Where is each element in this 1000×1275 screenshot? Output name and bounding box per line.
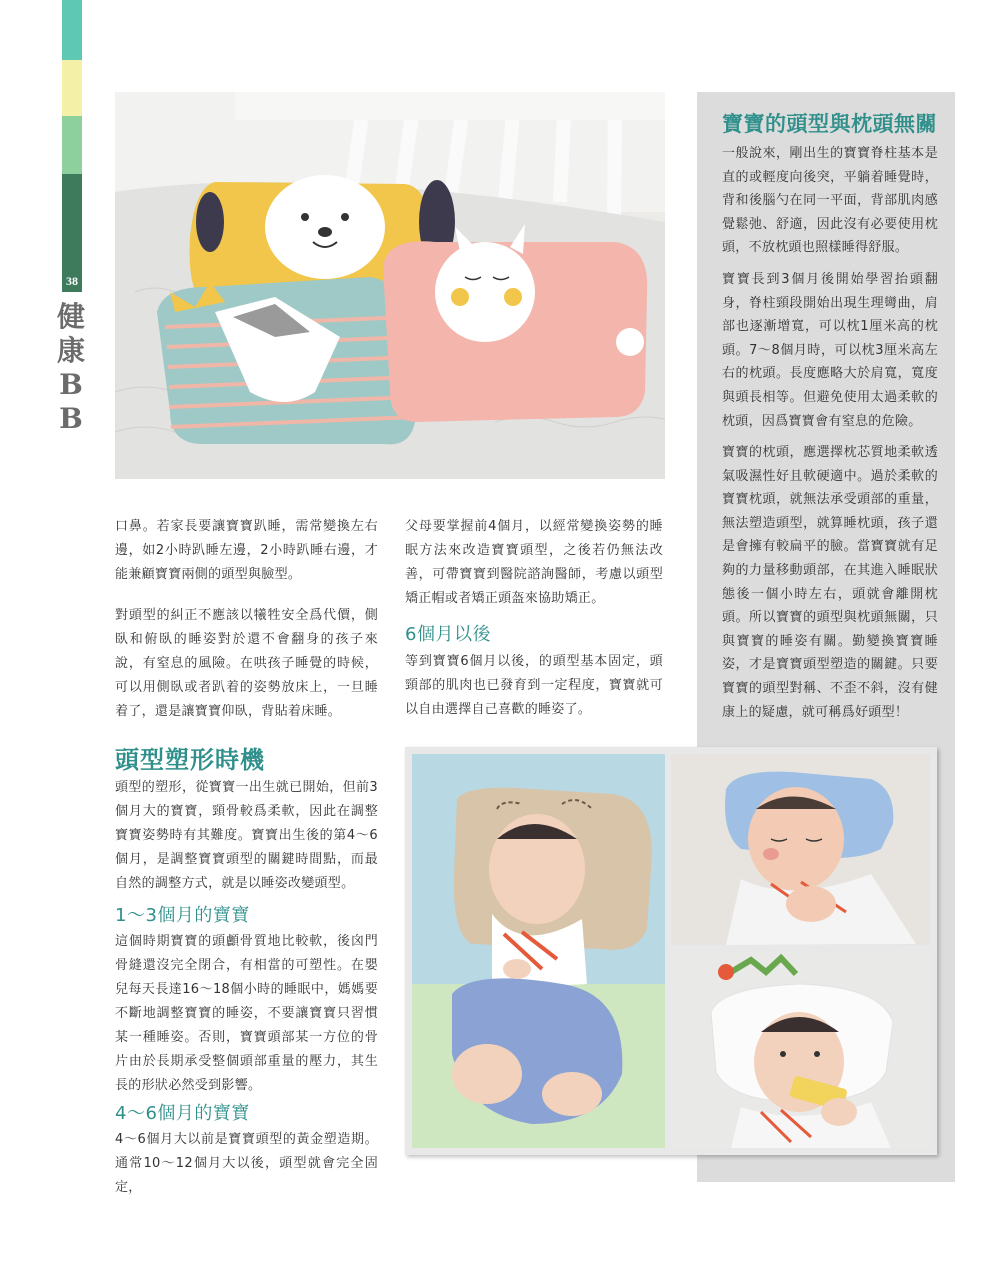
baby-photo-top-right-art <box>671 754 930 945</box>
magazine-brand <box>56 300 86 436</box>
baby-photo-bottom-right-art <box>671 952 930 1148</box>
brand-text: 健康BB <box>56 300 85 435</box>
sidebar-paragraph-2: 寶寶長到3個月後開始學習抬頭翻身，脊柱頸段開始出現生理彎曲，肩部也逐漸增寬，可以枕1厘米高的枕頭。7～8個月時，可以枕3厘米高左右的枕頭。長度應略大於肩寬，寬度與頭長相等。但避免使用太過柔軟的枕頭，因爲寶寶會有窒息的危險。 <box>722 272 938 429</box>
pillows-photo-art <box>115 92 665 479</box>
sidebar-paragraph-1: 一般說來，剛出生的寶寶脊柱基本是直的或輕度向後突，平躺着睡覺時，背和後腦勺在同一平面，背部肌肉感覺鬆弛、舒適，因此沒有必要使用枕頭，不放枕頭也照樣睡得舒服。 <box>722 146 938 256</box>
heading-1-3-months: 1～3個月的寶寶 <box>115 905 250 926</box>
section-title: 頭型塑形時機 <box>115 746 265 774</box>
section-paragraph-1: 這個時期寶寶的頭顱骨質地比較軟，後囟門骨縫還沒完全閉合，有相當的可塑性。在嬰兒每天長達16～18個小時的睡眠中，媽媽要不斷地調整寶寶的睡姿，不要讓寶寶只習慣某一種睡姿。否則，寶寶頭部某一方位的骨片由於長期承受整個頭部重量的壓力，其生長的形狀必然受到影響。 <box>115 934 378 1093</box>
color-stripe-2 <box>62 60 82 116</box>
left-top-paragraph-1: 口鼻。若家長要讓寶寶趴睡，需常變換左右邊，如2小時趴睡左邊，2小時趴睡右邊，才能兼顧寶寶兩側的頭型與臉型。 <box>115 519 378 582</box>
sidebar-paragraph-3: 寶寶的枕頭，應選擇枕芯質地柔軟透氣吸濕性好且軟硬適中。過於柔軟的寶寶枕頭，就無法承受頭部的重量，無法塑造頭型，就算睡枕頭，孩子還是會擁有較扁平的臉。當寶寶就有足夠的力量移動頭部，在其進入睡眠狀態後一個小時左右，頭就會離開枕頭。所以寶寶的頭型與枕頭無關，只與寶寶的睡姿有關。勤變換寶寶睡姿，才是寶寶頭型塑造的關鍵。只要寶寶的頭型對稱、不歪不斜，沒有健康上的疑慮，就可稱爲好頭型！ <box>722 445 938 720</box>
page-number: 38 <box>62 270 82 292</box>
baby-photo-collage <box>405 747 937 1155</box>
color-stripe-1 <box>62 0 82 60</box>
baby-photo-top-right <box>671 754 930 945</box>
mid-top-paragraph-1: 父母要掌握前4個月，以經常變換姿勢的睡眠方法來改造寶寶頭型，之後若仍無法改善，可帶寶寶到醫院諮詢醫師，考慮以頭型矯正帽或者矯正頭盔來協助矯正。 <box>405 519 663 606</box>
section-intro: 頭型的塑形，從寶寶一出生就已開始，但前3個月大的寶寶，頸骨較爲柔軟，因此在調整寶寶姿勢時有其難度。寶寶出生後的第4～6個月，是調整寶寶頭型的關鍵時間點，而最自然的調整方式，就是以睡姿改變頭型。 <box>115 780 378 891</box>
baby-photo-bottom-right <box>671 952 930 1148</box>
color-stripe-4 <box>62 174 82 270</box>
baby-photo-left <box>412 754 665 1148</box>
color-stripe-3 <box>62 116 82 174</box>
section-paragraph-2: 4～6個月大以前是寶寶頭型的黃金塑造期。通常10～12個月大以後，頭型就會完全固定， <box>115 1132 378 1195</box>
heading-6-months: 6個月以後 <box>405 624 491 645</box>
sidebar-title: 寶寶的頭型與枕頭無關 <box>722 112 937 136</box>
heading-4-6-months: 4～6個月的寶寶 <box>115 1103 250 1124</box>
left-top-paragraph-2: 對頭型的糾正不應該以犧牲安全爲代價，側臥和俯臥的睡姿對於還不會翻身的孩子來說，有窒息的風險。在哄孩子睡覺的時候，可以用側臥或者趴着的姿勢放床上，一旦睡着了，還是讓寶寶仰臥，背貼着床睡。 <box>115 608 378 719</box>
mid-top-paragraph-2: 等到寶寶6個月以後，的頭型基本固定，頭頸部的肌肉也已發育到一定程度，寶寶就可以自由選擇自己喜歡的睡姿了。 <box>405 654 663 717</box>
baby-photo-left-art <box>412 754 665 1148</box>
pillows-photo <box>115 92 665 479</box>
